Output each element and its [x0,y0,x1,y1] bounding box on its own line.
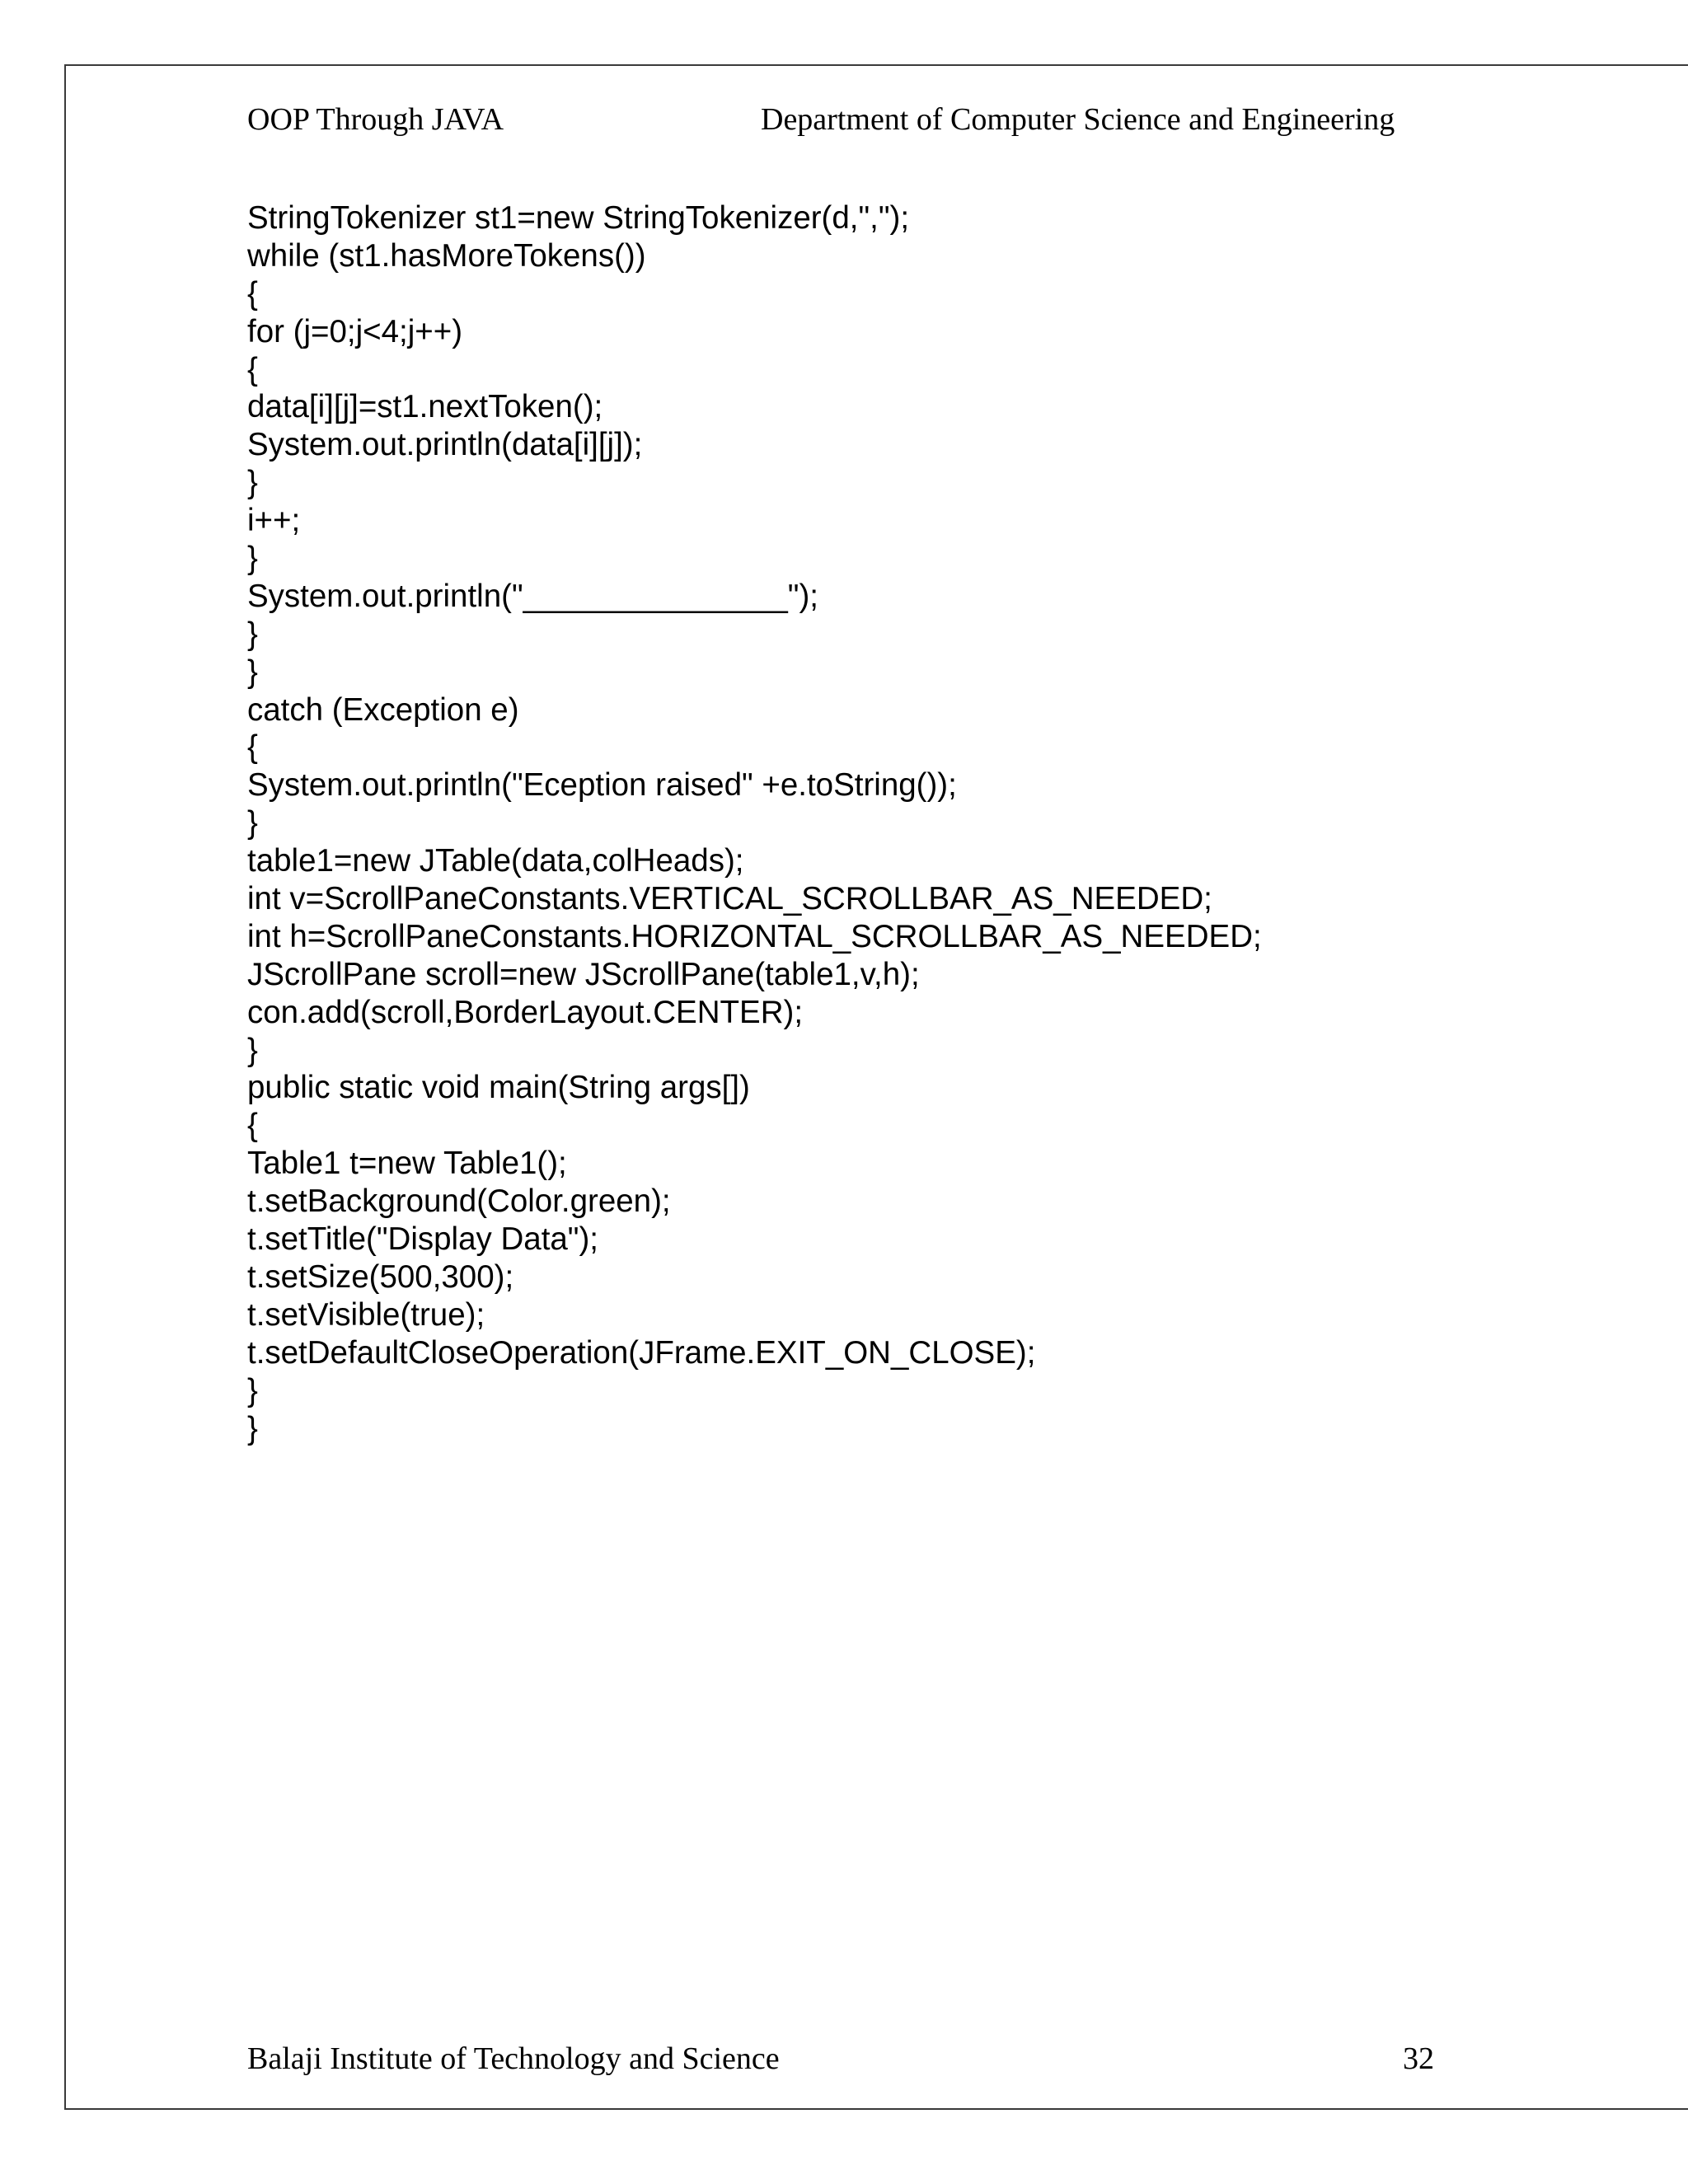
code-line: { [247,1108,258,1144]
code-line: System.out.println("_______________"); [247,578,818,614]
code-line: int h=ScrollPaneConstants.HORIZONTAL_SCROLLBAR_AS_NEEDED; [247,918,1262,954]
code-line: JScrollPane scroll=new JScrollPane(table1,v,h); [247,956,920,992]
code-line: t.setSize(500,300); [247,1258,514,1295]
code-line: i++; [247,503,301,539]
code-line: { [247,351,258,387]
code-line: Table1 t=new Table1(); [247,1146,567,1182]
code-line: data[i][j]=st1.nextToken(); [247,389,603,425]
code-line: System.out.println(data[i][j]); [247,427,643,463]
code-line: t.setTitle("Display Data"); [247,1221,598,1258]
code-line: } [247,654,258,690]
code-line: } [247,1032,258,1068]
code-line: while (st1.hasMoreTokens()) [247,237,646,274]
code-line: { [247,275,258,312]
code-listing [247,199,1262,1447]
code-line: for (j=0;j<4;j++) [247,313,463,349]
code-line: System.out.println("Eception raised" +e.toString()); [247,767,957,804]
code-line: } [247,541,258,577]
code-line: t.setDefaultCloseOperation(JFrame.EXIT_ON_CLOSE); [247,1334,1036,1371]
footer-institute: Balaji Institute of Technology and Science [247,2041,780,2076]
code-line: int v=ScrollPaneConstants.VERTICAL_SCROLLBAR_AS_NEEDED; [247,881,1212,917]
code-line: } [247,1372,258,1408]
code-line: } [247,616,258,652]
code-line: t.setVisible(true); [247,1296,485,1333]
code-line: StringTokenizer st1=new StringTokenizer(d,","); [247,200,910,236]
code-line: } [247,805,258,841]
code-line: { [247,729,258,766]
header-course-title: OOP Through JAVA [247,102,504,137]
page-number: 32 [1403,2041,1434,2076]
code-line: public static void main(String args[]) [247,1070,750,1106]
header-department: Department of Computer Science and Engineering [761,102,1395,137]
code-line: table1=new JTable(data,colHeads); [247,843,744,879]
code-line: t.setBackground(Color.green); [247,1183,671,1220]
code-line: } [247,1410,258,1446]
code-line: con.add(scroll,BorderLayout.CENTER); [247,994,804,1030]
code-line: } [247,465,258,501]
code-line: catch (Exception e) [247,691,519,728]
